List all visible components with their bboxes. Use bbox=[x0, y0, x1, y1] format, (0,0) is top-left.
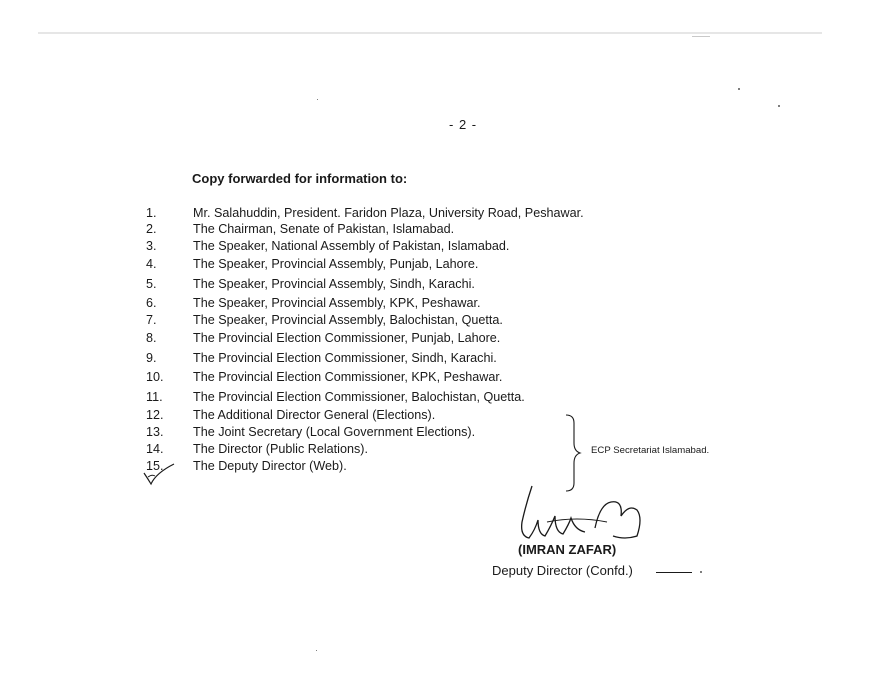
scan-speck bbox=[317, 99, 318, 100]
top-divider bbox=[38, 32, 822, 34]
scan-speck bbox=[700, 571, 702, 573]
item-number: 15. bbox=[146, 459, 164, 473]
item-text: The Provincial Election Commissioner, Sindh, Karachi. bbox=[193, 351, 497, 365]
item-text: The Provincial Election Commissioner, Balochistan, Quetta. bbox=[193, 390, 525, 404]
scan-speck bbox=[738, 88, 740, 90]
item-text: The Speaker, Provincial Assembly, Punjab, Lahore. bbox=[193, 257, 479, 271]
signatory-title: Deputy Director (Confd.) bbox=[492, 563, 633, 578]
item-number: 3. bbox=[146, 239, 157, 253]
page-number: - 2 - bbox=[449, 117, 478, 132]
item-number: 2. bbox=[146, 222, 157, 236]
item-text: The Provincial Election Commissioner, KPK, Peshawar. bbox=[193, 370, 503, 384]
item-number: 13. bbox=[146, 425, 164, 439]
item-text: Mr. Salahuddin, President. Faridon Plaza, University Road, Peshawar. bbox=[193, 206, 584, 220]
item-text: The Joint Secretary (Local Government Elections). bbox=[193, 425, 476, 439]
item-number: 12. bbox=[146, 408, 164, 422]
scan-speck bbox=[778, 105, 780, 107]
signatory-name: (IMRAN ZAFAR) bbox=[518, 542, 617, 557]
top-dash-mark bbox=[692, 36, 710, 37]
item-text: The Chairman, Senate of Pakistan, Islamabad. bbox=[193, 222, 455, 236]
scan-speck bbox=[316, 650, 317, 651]
item-text: The Additional Director General (Elections). bbox=[193, 408, 436, 422]
item-number: 4. bbox=[146, 257, 157, 271]
item-text: The Speaker, Provincial Assembly, Balochistan, Quetta. bbox=[193, 313, 503, 327]
item-number: 11. bbox=[146, 390, 163, 404]
item-number: 6. bbox=[146, 296, 157, 310]
copy-forwarded-heading: Copy forwarded for information to: bbox=[192, 171, 408, 186]
item-number: 1. bbox=[146, 206, 157, 220]
item-text: The Provincial Election Commissioner, Punjab, Lahore. bbox=[193, 331, 501, 345]
item-text: The Deputy Director (Web). bbox=[193, 459, 347, 473]
handwritten-signature bbox=[505, 478, 655, 550]
checkmark-icon bbox=[142, 461, 182, 487]
item-text: The Speaker, Provincial Assembly, Sindh, Karachi. bbox=[193, 277, 475, 291]
pen-stroke bbox=[656, 572, 692, 573]
item-number: 7. bbox=[146, 313, 157, 327]
item-text: The Speaker, National Assembly of Pakistan, Islamabad. bbox=[193, 239, 510, 253]
item-number: 14. bbox=[146, 442, 164, 456]
item-number: 8. bbox=[146, 331, 157, 345]
item-number: 9. bbox=[146, 351, 157, 365]
item-number: 10. bbox=[146, 370, 164, 384]
item-text: The Speaker, Provincial Assembly, KPK, Peshawar. bbox=[193, 296, 481, 310]
ecp-secretariat-label: ECP Secretariat Islamabad. bbox=[591, 445, 710, 456]
item-text: The Director (Public Relations). bbox=[193, 442, 368, 456]
item-number: 5. bbox=[146, 277, 157, 291]
